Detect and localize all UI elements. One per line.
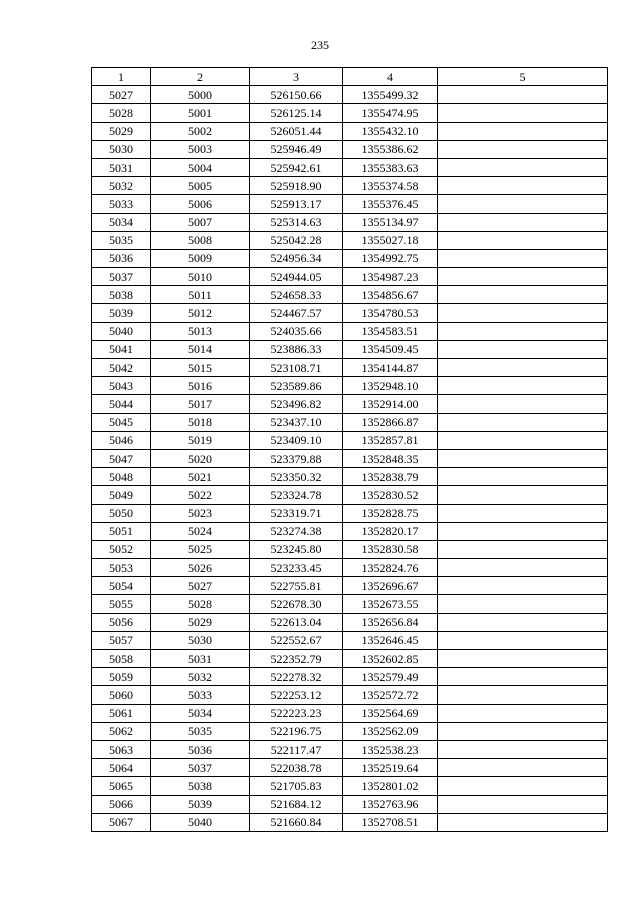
table-cell-col-4: 1352656.84 <box>343 613 438 631</box>
table-cell-col-1: 5061 <box>92 704 151 722</box>
table-cell-col-1: 5052 <box>92 540 151 558</box>
table-row <box>92 86 608 104</box>
table-cell-col-5 <box>438 540 608 558</box>
table-row <box>92 177 608 195</box>
table-cell-col-1: 5057 <box>92 631 151 649</box>
table-cell-col-5 <box>438 158 608 176</box>
table-row <box>92 359 608 377</box>
table-cell-col-2: 5011 <box>151 286 250 304</box>
table-cell-col-3: 525918.90 <box>250 177 343 195</box>
column-header-5: 5 <box>438 68 608 86</box>
table-cell-col-1: 5035 <box>92 231 151 249</box>
table-cell-col-4: 1352538.23 <box>343 740 438 758</box>
table-cell-col-1: 5038 <box>92 286 151 304</box>
table-cell-col-3: 523350.32 <box>250 468 343 486</box>
table-cell-col-5 <box>438 668 608 686</box>
table-cell-col-4: 1352801.02 <box>343 777 438 795</box>
table-row <box>92 249 608 267</box>
table-cell-col-5 <box>438 322 608 340</box>
table-cell-col-1: 5037 <box>92 268 151 286</box>
table-cell-col-5 <box>438 413 608 431</box>
table-cell-col-1: 5027 <box>92 86 151 104</box>
table-row <box>92 195 608 213</box>
table-cell-col-2: 5019 <box>151 431 250 449</box>
column-header-4: 4 <box>343 68 438 86</box>
table-cell-col-5 <box>438 431 608 449</box>
table-cell-col-2: 5004 <box>151 158 250 176</box>
table-cell-col-5 <box>438 140 608 158</box>
table-cell-col-1: 5040 <box>92 322 151 340</box>
table-cell-col-3: 523409.10 <box>250 431 343 449</box>
table-cell-col-3: 522278.32 <box>250 668 343 686</box>
table-cell-col-3: 524658.33 <box>250 286 343 304</box>
table-cell-col-2: 5008 <box>151 231 250 249</box>
table-cell-col-3: 523589.86 <box>250 377 343 395</box>
table-row <box>92 504 608 522</box>
table-cell-col-5 <box>438 468 608 486</box>
table-cell-col-2: 5022 <box>151 486 250 504</box>
table-cell-col-3: 523233.45 <box>250 559 343 577</box>
table-cell-col-2: 5030 <box>151 631 250 649</box>
table-cell-col-5 <box>438 613 608 631</box>
table-cell-col-5 <box>438 231 608 249</box>
table-cell-col-4: 1355499.32 <box>343 86 438 104</box>
table-cell-col-4: 1355027.18 <box>343 231 438 249</box>
table-cell-col-4: 1355134.97 <box>343 213 438 231</box>
table-cell-col-5 <box>438 213 608 231</box>
table-row <box>92 340 608 358</box>
table-cell-col-5 <box>438 704 608 722</box>
table-cell-col-2: 5002 <box>151 122 250 140</box>
table-cell-col-2: 5023 <box>151 504 250 522</box>
table-cell-col-5 <box>438 577 608 595</box>
table-cell-col-1: 5046 <box>92 431 151 449</box>
table-cell-col-3: 522223.23 <box>250 704 343 722</box>
table-cell-col-1: 5028 <box>92 104 151 122</box>
table-cell-col-5 <box>438 795 608 813</box>
table-cell-col-5 <box>438 740 608 758</box>
table-cell-col-2: 5033 <box>151 686 250 704</box>
table-cell-col-1: 5031 <box>92 158 151 176</box>
table-cell-col-5 <box>438 177 608 195</box>
table-row <box>92 722 608 740</box>
table-cell-col-4: 1352602.85 <box>343 650 438 668</box>
table-cell-col-3: 525314.63 <box>250 213 343 231</box>
table-cell-col-3: 522613.04 <box>250 613 343 631</box>
column-header-3: 3 <box>250 68 343 86</box>
table-cell-col-2: 5017 <box>151 395 250 413</box>
table-cell-col-1: 5060 <box>92 686 151 704</box>
table-cell-col-5 <box>438 449 608 467</box>
table-cell-col-2: 5026 <box>151 559 250 577</box>
table-cell-col-2: 5024 <box>151 522 250 540</box>
table-row <box>92 468 608 486</box>
table-cell-col-4: 1354509.45 <box>343 340 438 358</box>
table-cell-col-2: 5036 <box>151 740 250 758</box>
table-cell-col-4: 1352562.09 <box>343 722 438 740</box>
table-row <box>92 577 608 595</box>
table-cell-col-1: 5063 <box>92 740 151 758</box>
table-cell-col-2: 5025 <box>151 540 250 558</box>
table-cell-col-2: 5009 <box>151 249 250 267</box>
table-row <box>92 522 608 540</box>
table-cell-col-5 <box>438 777 608 795</box>
table-cell-col-1: 5067 <box>92 813 151 831</box>
table-cell-col-2: 5012 <box>151 304 250 322</box>
table-cell-col-3: 523274.38 <box>250 522 343 540</box>
table-row <box>92 449 608 467</box>
table-cell-col-2: 5020 <box>151 449 250 467</box>
table-row <box>92 486 608 504</box>
table-cell-col-1: 5058 <box>92 650 151 668</box>
table-cell-col-3: 522038.78 <box>250 759 343 777</box>
table-cell-col-4: 1354583.51 <box>343 322 438 340</box>
table-row <box>92 322 608 340</box>
table-row <box>92 686 608 704</box>
table-cell-col-1: 5054 <box>92 577 151 595</box>
table-cell-col-4: 1352572.72 <box>343 686 438 704</box>
table-cell-col-3: 525913.17 <box>250 195 343 213</box>
table-row <box>92 377 608 395</box>
table-cell-col-3: 521705.83 <box>250 777 343 795</box>
table-cell-col-5 <box>438 504 608 522</box>
page-number: 235 <box>311 38 329 52</box>
table-cell-col-4: 1352564.69 <box>343 704 438 722</box>
table-cell-col-2: 5000 <box>151 86 250 104</box>
table-cell-col-5 <box>438 595 608 613</box>
table-cell-col-4: 1352673.55 <box>343 595 438 613</box>
table-row <box>92 286 608 304</box>
table-cell-col-4: 1352948.10 <box>343 377 438 395</box>
table-cell-col-1: 5030 <box>92 140 151 158</box>
table-cell-col-2: 5031 <box>151 650 250 668</box>
table-row <box>92 795 608 813</box>
table-cell-col-4: 1352519.64 <box>343 759 438 777</box>
table-row <box>92 395 608 413</box>
table-row <box>92 158 608 176</box>
table-cell-col-3: 523319.71 <box>250 504 343 522</box>
table-cell-col-1: 5062 <box>92 722 151 740</box>
table-cell-col-1: 5050 <box>92 504 151 522</box>
table-cell-col-5 <box>438 522 608 540</box>
table-cell-col-2: 5006 <box>151 195 250 213</box>
table-cell-col-3: 524944.05 <box>250 268 343 286</box>
table-row <box>92 631 608 649</box>
table-cell-col-4: 1354780.53 <box>343 304 438 322</box>
table-cell-col-2: 5003 <box>151 140 250 158</box>
table-cell-col-2: 5038 <box>151 777 250 795</box>
table-cell-col-1: 5044 <box>92 395 151 413</box>
table-row <box>92 213 608 231</box>
table-cell-col-5 <box>438 377 608 395</box>
table-cell-col-1: 5049 <box>92 486 151 504</box>
table-cell-col-4: 1355376.45 <box>343 195 438 213</box>
table-cell-col-1: 5047 <box>92 449 151 467</box>
table-cell-col-1: 5051 <box>92 522 151 540</box>
table-row <box>92 231 608 249</box>
table-cell-col-2: 5027 <box>151 577 250 595</box>
table-row <box>92 777 608 795</box>
table-cell-col-3: 526150.66 <box>250 86 343 104</box>
table-cell-col-3: 523886.33 <box>250 340 343 358</box>
table-cell-col-5 <box>438 86 608 104</box>
table-cell-col-2: 5010 <box>151 268 250 286</box>
table-cell-col-3: 523379.88 <box>250 449 343 467</box>
table-cell-col-5 <box>438 686 608 704</box>
table-cell-col-2: 5039 <box>151 795 250 813</box>
table-row <box>92 668 608 686</box>
table-cell-col-3: 522552.67 <box>250 631 343 649</box>
header-row <box>92 68 608 86</box>
table-cell-col-3: 522196.75 <box>250 722 343 740</box>
table-row <box>92 740 608 758</box>
table-cell-col-1: 5036 <box>92 249 151 267</box>
table-cell-col-4: 1352579.49 <box>343 668 438 686</box>
table-cell-col-3: 522352.79 <box>250 650 343 668</box>
table-row <box>92 559 608 577</box>
table-cell-col-3: 523496.82 <box>250 395 343 413</box>
table-cell-col-5 <box>438 559 608 577</box>
table-cell-col-3: 523108.71 <box>250 359 343 377</box>
table-cell-col-1: 5059 <box>92 668 151 686</box>
table-cell-col-4: 1355432.10 <box>343 122 438 140</box>
table-cell-col-5 <box>438 486 608 504</box>
table-cell-col-2: 5005 <box>151 177 250 195</box>
table-cell-col-4: 1352763.96 <box>343 795 438 813</box>
table-cell-col-1: 5066 <box>92 795 151 813</box>
table-cell-col-4: 1352830.52 <box>343 486 438 504</box>
table-cell-col-2: 5029 <box>151 613 250 631</box>
table-cell-col-2: 5014 <box>151 340 250 358</box>
table-cell-col-4: 1352838.79 <box>343 468 438 486</box>
table-row <box>92 813 608 831</box>
table-cell-col-3: 524467.57 <box>250 304 343 322</box>
table-cell-col-4: 1355386.62 <box>343 140 438 158</box>
table-cell-col-5 <box>438 759 608 777</box>
table-cell-col-5 <box>438 122 608 140</box>
table-cell-col-4: 1352708.51 <box>343 813 438 831</box>
table-row <box>92 704 608 722</box>
table-cell-col-4: 1354856.67 <box>343 286 438 304</box>
table-cell-col-1: 5056 <box>92 613 151 631</box>
table-cell-col-5 <box>438 650 608 668</box>
table-cell-col-5 <box>438 340 608 358</box>
table-row <box>92 268 608 286</box>
table-cell-col-5 <box>438 268 608 286</box>
table-cell-col-3: 521684.12 <box>250 795 343 813</box>
table-cell-col-5 <box>438 395 608 413</box>
table-cell-col-4: 1352848.35 <box>343 449 438 467</box>
table-cell-col-2: 5013 <box>151 322 250 340</box>
table-cell-col-5 <box>438 631 608 649</box>
table-cell-col-2: 5001 <box>151 104 250 122</box>
table-cell-col-3: 526125.14 <box>250 104 343 122</box>
table-cell-col-3: 521660.84 <box>250 813 343 831</box>
table-cell-col-3: 524035.66 <box>250 322 343 340</box>
table-row <box>92 595 608 613</box>
table-cell-col-3: 524956.34 <box>250 249 343 267</box>
table-cell-col-1: 5055 <box>92 595 151 613</box>
table-cell-col-4: 1352830.58 <box>343 540 438 558</box>
table-cell-col-3: 525942.61 <box>250 158 343 176</box>
table-cell-col-1: 5043 <box>92 377 151 395</box>
table-cell-col-1: 5048 <box>92 468 151 486</box>
table-cell-col-4: 1352696.67 <box>343 577 438 595</box>
table-row <box>92 122 608 140</box>
table-cell-col-4: 1354992.75 <box>343 249 438 267</box>
table-cell-col-4: 1352646.45 <box>343 631 438 649</box>
table-cell-col-5 <box>438 813 608 831</box>
table-cell-col-4: 1355374.58 <box>343 177 438 195</box>
table-cell-col-2: 5015 <box>151 359 250 377</box>
table-cell-col-1: 5033 <box>92 195 151 213</box>
table-cell-col-2: 5040 <box>151 813 250 831</box>
table-row <box>92 431 608 449</box>
table-cell-col-3: 523437.10 <box>250 413 343 431</box>
table-cell-col-5 <box>438 286 608 304</box>
table-cell-col-2: 5007 <box>151 213 250 231</box>
table-cell-col-3: 522678.30 <box>250 595 343 613</box>
table-row <box>92 613 608 631</box>
table-row <box>92 540 608 558</box>
column-header-1: 1 <box>92 68 151 86</box>
table-cell-col-3: 523245.80 <box>250 540 343 558</box>
table-cell-col-4: 1352820.17 <box>343 522 438 540</box>
table-cell-col-5 <box>438 722 608 740</box>
table-cell-col-2: 5037 <box>151 759 250 777</box>
table-cell-col-5 <box>438 195 608 213</box>
table-row <box>92 759 608 777</box>
table-cell-col-1: 5039 <box>92 304 151 322</box>
table-cell-col-1: 5065 <box>92 777 151 795</box>
table-row <box>92 104 608 122</box>
table-cell-col-1: 5045 <box>92 413 151 431</box>
table-cell-col-5 <box>438 304 608 322</box>
table-cell-col-5 <box>438 104 608 122</box>
table-cell-col-5 <box>438 359 608 377</box>
table-row <box>92 650 608 668</box>
table-cell-col-4: 1352828.75 <box>343 504 438 522</box>
table-cell-col-1: 5034 <box>92 213 151 231</box>
table-cell-col-3: 522253.12 <box>250 686 343 704</box>
table-cell-col-4: 1352866.87 <box>343 413 438 431</box>
table-header <box>92 68 608 86</box>
table-cell-col-3: 523324.78 <box>250 486 343 504</box>
table-cell-col-4: 1355474.95 <box>343 104 438 122</box>
table-cell-col-4: 1352824.76 <box>343 559 438 577</box>
table-cell-col-1: 5042 <box>92 359 151 377</box>
table-cell-col-2: 5035 <box>151 722 250 740</box>
coordinates-table <box>91 67 608 832</box>
table-cell-col-3: 522755.81 <box>250 577 343 595</box>
table-row <box>92 140 608 158</box>
table-cell-col-2: 5032 <box>151 668 250 686</box>
table-cell-col-2: 5016 <box>151 377 250 395</box>
table-cell-col-4: 1352857.81 <box>343 431 438 449</box>
table-cell-col-4: 1354144.87 <box>343 359 438 377</box>
table-cell-col-4: 1355383.63 <box>343 158 438 176</box>
table-cell-col-3: 526051.44 <box>250 122 343 140</box>
table-cell-col-3: 525042.28 <box>250 231 343 249</box>
column-header-2: 2 <box>151 68 250 86</box>
table-cell-col-5 <box>438 249 608 267</box>
table-cell-col-2: 5018 <box>151 413 250 431</box>
table-row <box>92 413 608 431</box>
table-body <box>92 86 608 832</box>
table-row <box>92 304 608 322</box>
table-cell-col-1: 5032 <box>92 177 151 195</box>
table-cell-col-2: 5021 <box>151 468 250 486</box>
table-cell-col-4: 1354987.23 <box>343 268 438 286</box>
table-cell-col-3: 522117.47 <box>250 740 343 758</box>
table-cell-col-1: 5041 <box>92 340 151 358</box>
table-cell-col-1: 5064 <box>92 759 151 777</box>
table-cell-col-2: 5028 <box>151 595 250 613</box>
table-cell-col-1: 5029 <box>92 122 151 140</box>
table-cell-col-2: 5034 <box>151 704 250 722</box>
table-cell-col-4: 1352914.00 <box>343 395 438 413</box>
table-cell-col-3: 525946.49 <box>250 140 343 158</box>
table-cell-col-1: 5053 <box>92 559 151 577</box>
